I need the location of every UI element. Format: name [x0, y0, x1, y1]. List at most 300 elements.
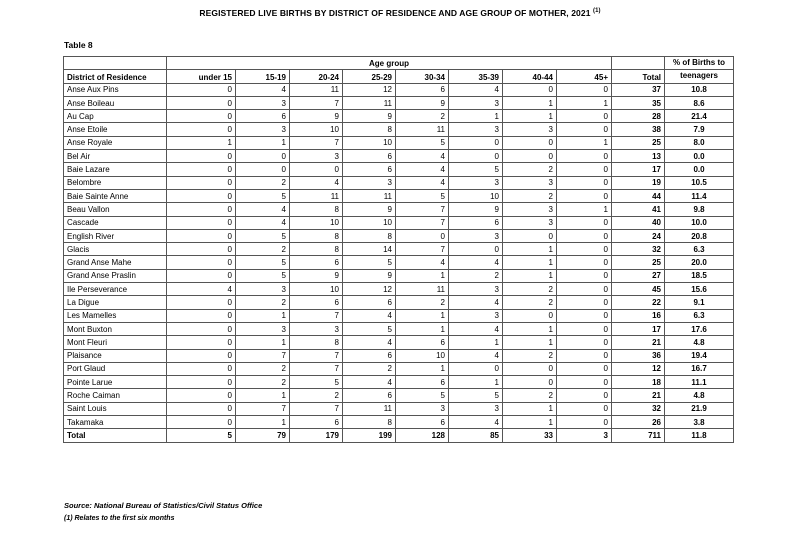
teen-percent-cell: 17.6: [665, 322, 734, 335]
age-count-cell: 1: [449, 336, 503, 349]
age-count-cell: 0: [167, 389, 236, 402]
table-header: [64, 57, 734, 84]
header-row-columns: [64, 70, 734, 83]
age-count-cell: 0: [557, 189, 612, 202]
age-count-cell: 2: [236, 296, 290, 309]
age-count-cell: 0: [167, 110, 236, 123]
age-count-cell: 1: [236, 336, 290, 349]
age-count-cell: 0: [557, 376, 612, 389]
column-header: under 15: [167, 70, 236, 83]
teen-percent-cell: 6.3: [665, 243, 734, 256]
age-count-cell: 4: [236, 83, 290, 96]
age-count-cell: 0: [557, 229, 612, 242]
age-group-header: Age group: [167, 57, 612, 70]
table-row: [64, 256, 734, 269]
teen-percent-cell: 0.0: [665, 150, 734, 163]
table-row: [64, 163, 734, 176]
column-header: 15-19: [236, 70, 290, 83]
age-count-cell: 4: [236, 216, 290, 229]
age-count-cell: 5: [343, 256, 396, 269]
age-count-cell: 3: [236, 123, 290, 136]
age-count-cell: 6: [343, 163, 396, 176]
age-count-cell: 33: [503, 429, 557, 442]
age-count-cell: 0: [557, 123, 612, 136]
age-count-cell: 8: [290, 336, 343, 349]
age-count-cell: 5: [236, 229, 290, 242]
table-row: [64, 296, 734, 309]
age-count-cell: 10: [396, 349, 449, 362]
age-count-cell: 0: [167, 296, 236, 309]
age-count-cell: 79: [236, 429, 290, 442]
district-name: Grand Anse Praslin: [64, 269, 167, 282]
age-count-cell: 3: [449, 176, 503, 189]
age-count-cell: 4: [449, 349, 503, 362]
age-count-cell: 7: [396, 203, 449, 216]
district-name: Belombre: [64, 176, 167, 189]
age-count-cell: 4: [167, 283, 236, 296]
age-count-cell: 12: [343, 283, 396, 296]
row-total-cell: 711: [612, 429, 665, 442]
age-count-cell: 1: [449, 110, 503, 123]
age-count-cell: 2: [449, 269, 503, 282]
age-count-cell: 1: [503, 243, 557, 256]
row-total-cell: 36: [612, 349, 665, 362]
table-row: [64, 322, 734, 335]
age-count-cell: 2: [503, 296, 557, 309]
age-count-cell: 11: [290, 189, 343, 202]
age-count-cell: 0: [503, 309, 557, 322]
row-total-cell: 27: [612, 269, 665, 282]
age-count-cell: 0: [167, 243, 236, 256]
age-count-cell: 0: [167, 402, 236, 415]
age-count-cell: 1: [449, 376, 503, 389]
header-blank-cell: [64, 57, 167, 70]
total-label: Total: [64, 429, 167, 442]
age-count-cell: 3: [449, 96, 503, 109]
age-count-cell: 6: [290, 416, 343, 429]
table-row: [64, 150, 734, 163]
age-count-cell: 4: [236, 203, 290, 216]
title-footnote-marker: (1): [593, 8, 601, 15]
table-row: [64, 269, 734, 282]
teen-percent-cell: 0.0: [665, 163, 734, 176]
age-count-cell: 6: [236, 110, 290, 123]
age-count-cell: 1: [503, 110, 557, 123]
age-count-cell: 4: [396, 163, 449, 176]
table-row: [64, 349, 734, 362]
row-total-cell: 35: [612, 96, 665, 109]
age-count-cell: 5: [290, 376, 343, 389]
age-count-cell: 8: [290, 243, 343, 256]
age-count-cell: 0: [167, 416, 236, 429]
births-table: [63, 56, 734, 443]
district-name: Port Glaud: [64, 362, 167, 375]
age-count-cell: 0: [557, 296, 612, 309]
age-count-cell: 2: [290, 389, 343, 402]
district-name: Anse Boileau: [64, 96, 167, 109]
age-count-cell: 0: [290, 163, 343, 176]
row-total-cell: 45: [612, 283, 665, 296]
age-count-cell: 0: [236, 150, 290, 163]
age-count-cell: 3: [236, 96, 290, 109]
age-count-cell: 5: [236, 256, 290, 269]
age-count-cell: 1: [503, 256, 557, 269]
table-row: [64, 110, 734, 123]
teen-percent-cell: 19.4: [665, 349, 734, 362]
age-count-cell: 3: [503, 203, 557, 216]
row-total-cell: 32: [612, 402, 665, 415]
age-count-cell: 1: [396, 309, 449, 322]
age-count-cell: 11: [343, 96, 396, 109]
age-count-cell: 5: [396, 136, 449, 149]
age-count-cell: 6: [343, 150, 396, 163]
district-name: Anse Aux Pins: [64, 83, 167, 96]
row-total-cell: 37: [612, 83, 665, 96]
age-count-cell: 1: [503, 402, 557, 415]
row-total-cell: 41: [612, 203, 665, 216]
age-count-cell: 10: [343, 136, 396, 149]
teen-percent-cell: 21.4: [665, 110, 734, 123]
age-count-cell: 1: [396, 269, 449, 282]
age-count-cell: 8: [343, 229, 396, 242]
age-count-cell: 0: [557, 256, 612, 269]
table-row: [64, 216, 734, 229]
age-count-cell: 7: [290, 349, 343, 362]
district-name: Baie Sainte Anne: [64, 189, 167, 202]
age-count-cell: 14: [343, 243, 396, 256]
age-count-cell: 10: [449, 189, 503, 202]
table-row: [64, 376, 734, 389]
footnote: (1) Relates to the first six months: [64, 515, 175, 522]
age-count-cell: 10: [290, 216, 343, 229]
age-count-cell: 1: [557, 96, 612, 109]
age-count-cell: 10: [343, 216, 396, 229]
age-count-cell: 5: [396, 389, 449, 402]
row-total-cell: 18: [612, 376, 665, 389]
age-count-cell: 0: [557, 389, 612, 402]
age-count-cell: 12: [343, 83, 396, 96]
district-name: English River: [64, 229, 167, 242]
age-count-cell: 0: [557, 416, 612, 429]
age-count-cell: 1: [236, 416, 290, 429]
age-count-cell: 2: [396, 296, 449, 309]
age-count-cell: 3: [449, 309, 503, 322]
age-count-cell: 9: [396, 96, 449, 109]
teen-percent-cell: 18.5: [665, 269, 734, 282]
age-count-cell: 179: [290, 429, 343, 442]
age-count-cell: 3: [449, 402, 503, 415]
age-count-cell: 8: [343, 123, 396, 136]
age-count-cell: 128: [396, 429, 449, 442]
age-count-cell: 11: [343, 189, 396, 202]
teen-percent-cell: 8.0: [665, 136, 734, 149]
age-count-cell: 9: [343, 269, 396, 282]
age-count-cell: 0: [557, 336, 612, 349]
title-text: REGISTERED LIVE BIRTHS BY DISTRICT OF RESIDENCE AND AGE GROUP OF MOTHER, 2021: [199, 8, 591, 18]
age-count-cell: 7: [236, 402, 290, 415]
age-count-cell: 3: [449, 123, 503, 136]
row-total-cell: 17: [612, 322, 665, 335]
row-total-cell: 28: [612, 110, 665, 123]
pct-header-line2: teenagers: [665, 70, 734, 83]
table-row: [64, 309, 734, 322]
age-count-cell: 3: [236, 283, 290, 296]
district-name: Pointe Larue: [64, 376, 167, 389]
table-body: [64, 83, 734, 442]
row-total-cell: 13: [612, 150, 665, 163]
age-count-cell: 2: [236, 362, 290, 375]
age-count-cell: 5: [167, 429, 236, 442]
total-row: [64, 429, 734, 442]
age-count-cell: 7: [396, 243, 449, 256]
age-count-cell: 1: [503, 336, 557, 349]
row-total-cell: 26: [612, 416, 665, 429]
district-name: Bel Air: [64, 150, 167, 163]
age-count-cell: 0: [449, 362, 503, 375]
age-count-cell: 8: [290, 229, 343, 242]
teen-percent-cell: 10.8: [665, 83, 734, 96]
age-count-cell: 2: [236, 376, 290, 389]
age-count-cell: 9: [290, 110, 343, 123]
age-count-cell: 0: [167, 83, 236, 96]
row-total-cell: 32: [612, 243, 665, 256]
teen-percent-cell: 20.0: [665, 256, 734, 269]
age-count-cell: 0: [167, 256, 236, 269]
age-count-cell: 0: [167, 189, 236, 202]
teen-percent-cell: 4.8: [665, 336, 734, 349]
age-count-cell: 4: [449, 83, 503, 96]
age-count-cell: 1: [396, 322, 449, 335]
header-row-top: [64, 57, 734, 70]
age-count-cell: 0: [396, 229, 449, 242]
age-count-cell: 3: [396, 402, 449, 415]
age-count-cell: 0: [503, 362, 557, 375]
age-count-cell: 0: [167, 336, 236, 349]
age-count-cell: 6: [343, 349, 396, 362]
age-count-cell: 0: [503, 229, 557, 242]
age-count-cell: 7: [290, 362, 343, 375]
age-count-cell: 1: [557, 203, 612, 216]
age-count-cell: 1: [236, 389, 290, 402]
age-count-cell: 3: [290, 322, 343, 335]
age-count-cell: 199: [343, 429, 396, 442]
age-count-cell: 0: [557, 243, 612, 256]
row-total-cell: 40: [612, 216, 665, 229]
row-total-cell: 17: [612, 163, 665, 176]
table-label: Table 8: [64, 40, 93, 50]
age-count-cell: 0: [167, 176, 236, 189]
age-count-cell: 0: [557, 163, 612, 176]
table-row: [64, 136, 734, 149]
age-count-cell: 6: [449, 216, 503, 229]
teen-percent-cell: 10.0: [665, 216, 734, 229]
row-total-cell: 38: [612, 123, 665, 136]
age-count-cell: 4: [449, 256, 503, 269]
age-count-cell: 85: [449, 429, 503, 442]
age-count-cell: 11: [290, 83, 343, 96]
age-count-cell: 0: [167, 123, 236, 136]
row-total-cell: 19: [612, 176, 665, 189]
age-count-cell: 6: [396, 376, 449, 389]
district-name: Glacis: [64, 243, 167, 256]
age-count-cell: 0: [557, 402, 612, 415]
age-count-cell: 3: [290, 150, 343, 163]
age-count-cell: 5: [449, 163, 503, 176]
district-name: Anse Etoile: [64, 123, 167, 136]
table-row: [64, 203, 734, 216]
age-count-cell: 2: [343, 362, 396, 375]
age-count-cell: 2: [396, 110, 449, 123]
district-name: Takamaka: [64, 416, 167, 429]
age-count-cell: 0: [503, 83, 557, 96]
age-count-cell: 2: [503, 163, 557, 176]
age-count-cell: 3: [557, 429, 612, 442]
document-title: [0, 8, 800, 18]
age-count-cell: 6: [396, 83, 449, 96]
age-count-cell: 2: [236, 243, 290, 256]
age-count-cell: 0: [449, 243, 503, 256]
row-total-cell: 22: [612, 296, 665, 309]
age-count-cell: 4: [396, 150, 449, 163]
age-count-cell: 0: [557, 349, 612, 362]
district-name: Ile Perseverance: [64, 283, 167, 296]
header-blank-cell: [612, 57, 665, 70]
age-count-cell: 1: [557, 136, 612, 149]
teen-percent-cell: 11.8: [665, 429, 734, 442]
column-header: 45+: [557, 70, 612, 83]
district-name: Mont Fleuri: [64, 336, 167, 349]
table-row: [64, 389, 734, 402]
age-count-cell: 0: [557, 110, 612, 123]
age-count-cell: 4: [290, 176, 343, 189]
age-count-cell: 0: [167, 322, 236, 335]
age-count-cell: 6: [290, 296, 343, 309]
age-count-cell: 11: [396, 123, 449, 136]
age-count-cell: 0: [557, 269, 612, 282]
row-total-cell: 44: [612, 189, 665, 202]
district-name: Grand Anse Mahe: [64, 256, 167, 269]
teen-percent-cell: 7.9: [665, 123, 734, 136]
teen-percent-cell: 9.8: [665, 203, 734, 216]
age-count-cell: 6: [396, 416, 449, 429]
age-count-cell: 0: [167, 376, 236, 389]
teen-percent-cell: 16.7: [665, 362, 734, 375]
district-name: Cascade: [64, 216, 167, 229]
age-count-cell: 8: [290, 203, 343, 216]
age-count-cell: 0: [557, 309, 612, 322]
table-row: [64, 189, 734, 202]
age-count-cell: 0: [167, 163, 236, 176]
age-count-cell: 10: [290, 283, 343, 296]
row-total-cell: 24: [612, 229, 665, 242]
age-count-cell: 4: [343, 309, 396, 322]
age-count-cell: 8: [343, 416, 396, 429]
age-count-cell: 4: [396, 176, 449, 189]
age-count-cell: 2: [503, 189, 557, 202]
age-count-cell: 0: [167, 96, 236, 109]
table-row: [64, 416, 734, 429]
age-count-cell: 3: [503, 176, 557, 189]
age-count-cell: 0: [167, 229, 236, 242]
district-name: Au Cap: [64, 110, 167, 123]
age-count-cell: 1: [503, 322, 557, 335]
teen-percent-cell: 21.9: [665, 402, 734, 415]
age-count-cell: 9: [449, 203, 503, 216]
age-count-cell: 3: [343, 176, 396, 189]
age-count-cell: 0: [236, 163, 290, 176]
age-count-cell: 10: [290, 123, 343, 136]
age-count-cell: 6: [343, 296, 396, 309]
table-row: [64, 402, 734, 415]
row-total-cell: 21: [612, 336, 665, 349]
age-count-cell: 2: [503, 283, 557, 296]
age-count-cell: 3: [503, 123, 557, 136]
age-count-cell: 0: [557, 362, 612, 375]
table-row: [64, 229, 734, 242]
age-count-cell: 0: [503, 376, 557, 389]
district-name: Anse Royale: [64, 136, 167, 149]
column-header: 20-24: [290, 70, 343, 83]
age-count-cell: 0: [167, 269, 236, 282]
age-count-cell: 0: [557, 83, 612, 96]
district-name: Baie Lazare: [64, 163, 167, 176]
district-name: Plaisance: [64, 349, 167, 362]
row-total-cell: 21: [612, 389, 665, 402]
column-header: 40-44: [503, 70, 557, 83]
age-count-cell: 1: [503, 416, 557, 429]
district-name: Les Mamelles: [64, 309, 167, 322]
age-count-cell: 7: [236, 349, 290, 362]
row-total-cell: 25: [612, 256, 665, 269]
age-count-cell: 1: [503, 269, 557, 282]
total-header: Total: [612, 70, 665, 83]
age-count-cell: 2: [236, 176, 290, 189]
age-count-cell: 0: [167, 203, 236, 216]
age-count-cell: 0: [503, 136, 557, 149]
table-row: [64, 336, 734, 349]
age-count-cell: 3: [503, 216, 557, 229]
age-count-cell: 9: [343, 203, 396, 216]
age-count-cell: 3: [449, 283, 503, 296]
teen-percent-cell: 3.8: [665, 416, 734, 429]
table-row: [64, 176, 734, 189]
age-count-cell: 5: [236, 189, 290, 202]
table-row: [64, 123, 734, 136]
teen-percent-cell: 11.1: [665, 376, 734, 389]
age-count-cell: 2: [503, 349, 557, 362]
age-count-cell: 0: [167, 309, 236, 322]
district-name: Saint Louis: [64, 402, 167, 415]
column-header: 30-34: [396, 70, 449, 83]
age-count-cell: 7: [290, 402, 343, 415]
age-count-cell: 0: [557, 322, 612, 335]
age-count-cell: 0: [449, 150, 503, 163]
age-count-cell: 0: [557, 176, 612, 189]
table-row: [64, 283, 734, 296]
teen-percent-cell: 10.5: [665, 176, 734, 189]
age-count-cell: 0: [167, 216, 236, 229]
age-count-cell: 0: [167, 150, 236, 163]
age-count-cell: 9: [343, 110, 396, 123]
age-count-cell: 11: [343, 402, 396, 415]
age-count-cell: 7: [290, 96, 343, 109]
age-count-cell: 7: [290, 136, 343, 149]
teen-percent-cell: 11.4: [665, 189, 734, 202]
age-count-cell: 1: [236, 136, 290, 149]
table-row: [64, 362, 734, 375]
source-note: Source: National Bureau of Statistics/Civil Status Office: [64, 501, 263, 510]
age-count-cell: 0: [167, 349, 236, 362]
